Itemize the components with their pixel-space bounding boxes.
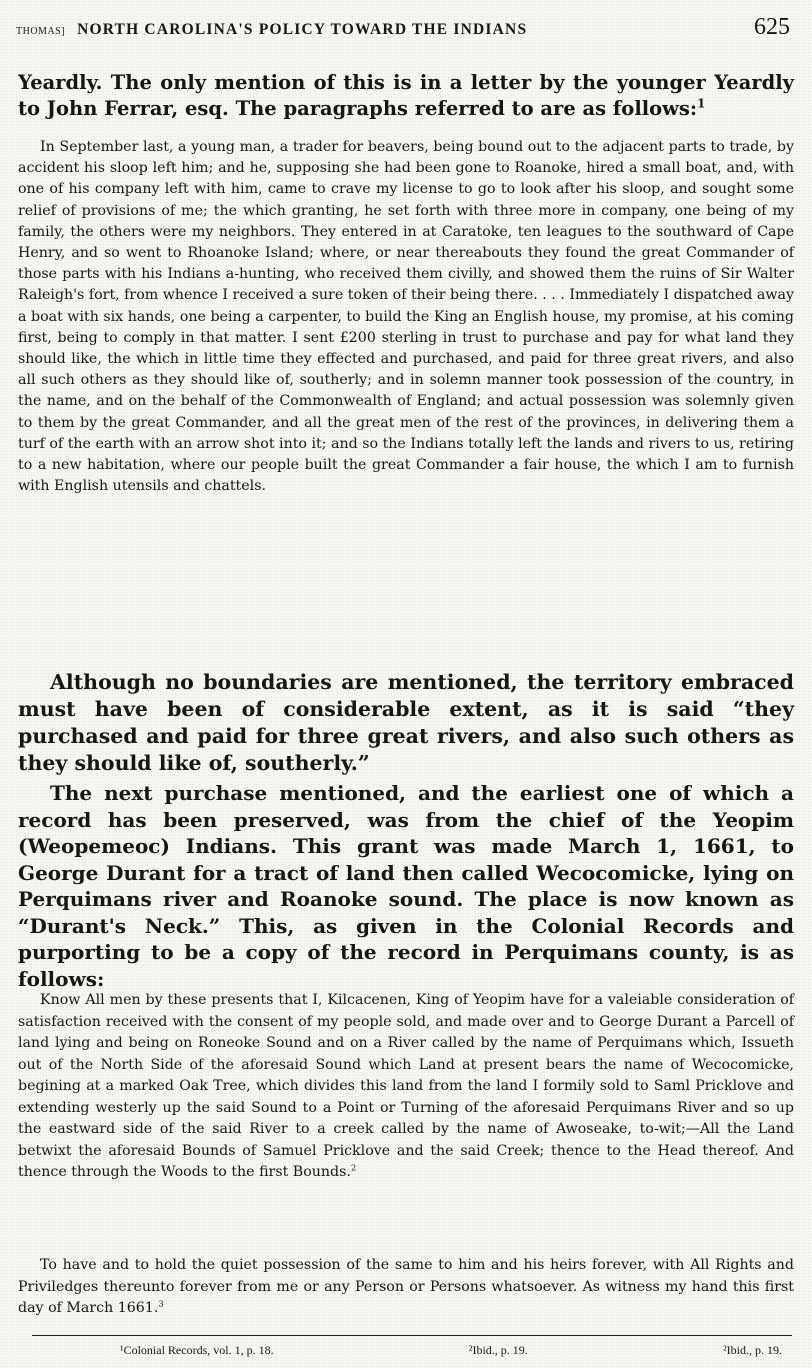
running-header	[16, 14, 790, 44]
body-paragraph-intro	[18, 70, 794, 121]
footnote-divider	[32, 1335, 792, 1336]
running-head-title: NORTH CAROLINA'S POLICY TOWARD THE INDIANS	[77, 21, 528, 38]
footnote-3: ²Ibid., p. 19.	[723, 1343, 782, 1357]
body-paragraph-durant-purchase: The next purchase mentioned, and the earliest one of which a record has been preserved, was from the chief of the Yeopim (Weopemeoc) Indians. This grant was made March 1, 1661, to George Durant for a tract of land then called Wecocomicke, lying on Perquimans river and Roanoke sound. The place is now known as “Durant's Neck.” This, as given in the Colonial Records and purporting to be a copy of the record in Perquimans county, is as follows:	[18, 781, 794, 991]
deed-text: Know All men by these presents that I, Kilcacenen, King of Yeopim have for a valeiable consideration of satisfaction received with the consent of my people sold, and made over and to George Durant a Parcell of land lying and being on Roneoke Sound and on a River called by the name of Perquimans which, Issueth out of the North Side of the aforesaid Sound which Land at present bears the name of Wecocomicke, begining at a marked Oak Tree, which divides this land from the land I formily sold to Saml Pricklove and extending westerly up the said Sound to a Point or Turning of the aforesaid Perquimans River and so up the eastward side of the said River to a creek called by the name of Awoseake, to-wit;—All the Land betwixt the aforesaid Bounds of Samuel Pricklove and the said Creek; thence to the Head thereof. And thence through the Woods to the first Bounds.	[18, 992, 794, 1180]
footnote-ref: 3	[158, 1299, 164, 1310]
footnotes	[120, 1343, 782, 1358]
footnote-ref: 2	[350, 1163, 357, 1174]
quoted-deed-habendum	[18, 1255, 794, 1320]
footnote-ref: 1	[697, 96, 706, 110]
paragraph-text: Yeardly. The only mention of this is in a letter by the younger Yeardly to John Ferrar, esq. The paragraphs referred to are as follows:	[18, 71, 794, 120]
deed-text: To have and to hold the quiet possession of the same to him and his heirs forever, with All Rights and Priviledges thereunto forever from me or any Person or Persons whatsoever. As witness my hand this first day of March 1661.	[18, 1257, 794, 1316]
footnote-1: ¹Colonial Records, vol. 1, p. 18.	[120, 1343, 274, 1357]
body-paragraph-boundaries: Although no boundaries are mentioned, the territory embraced must have been of considerable extent, as it is said “they purchased and paid for three great rivers, and also such others as they should like of, southerly.”	[18, 670, 794, 775]
quoted-deed-kilcacenen	[18, 990, 794, 1184]
footnote-2: ²Ibid., p. 19.	[468, 1343, 528, 1357]
quoted-letter-yeardly: In September last, a young man, a trader for beavers, being bound out to the adjacent parts to trade, by accident his sloop left him; and he, supposing she had been gone to Roanoke, hired a small boat, and, with one of his company left with him, came to crave my license to go to look after his sloop, and sought some relief of provisions of me; the which granting, he set forth with three more in company, one being of my family, the others were my neighbors. They entered in at Caratoke, ten leagues to the southward of Cape Henry, and so went to Rhoanoke Island; where, or near thereabouts they found the great Commander of those parts with his Indians a-hunting, who received them civilly, and showed them the ruins of Sir Walter Raleigh's fort, from whence I received a sure token of their being there. . . . Immediately I dispatched away a boat with six hands, one being a carpenter, to build the King an English house, my promise, at his coming first, being to comply in that matter. I sent £200 sterling in trust to purchase and pay for what land they should like, the which in little time they effected and purchased, and paid for three great rivers, and also all such others as they should like of, southerly; and in solemn manner took possession of the country, in the name, and on the behalf of the Commonwealth of England; and actual possession was solemnly given to them by the great Commander, and all the great men of the rest of the provinces, in delivering them a turf of the earth with an arrow shot into it; and so the Indians totally left the lands and rivers to us, retiring to a new habitation, where our people built the great Commander a fair house, the which I am to furnish with English utensils and chattels.	[18, 139, 794, 495]
running-head-author: THOMAS]	[16, 26, 66, 37]
page-number: 625	[754, 14, 790, 40]
